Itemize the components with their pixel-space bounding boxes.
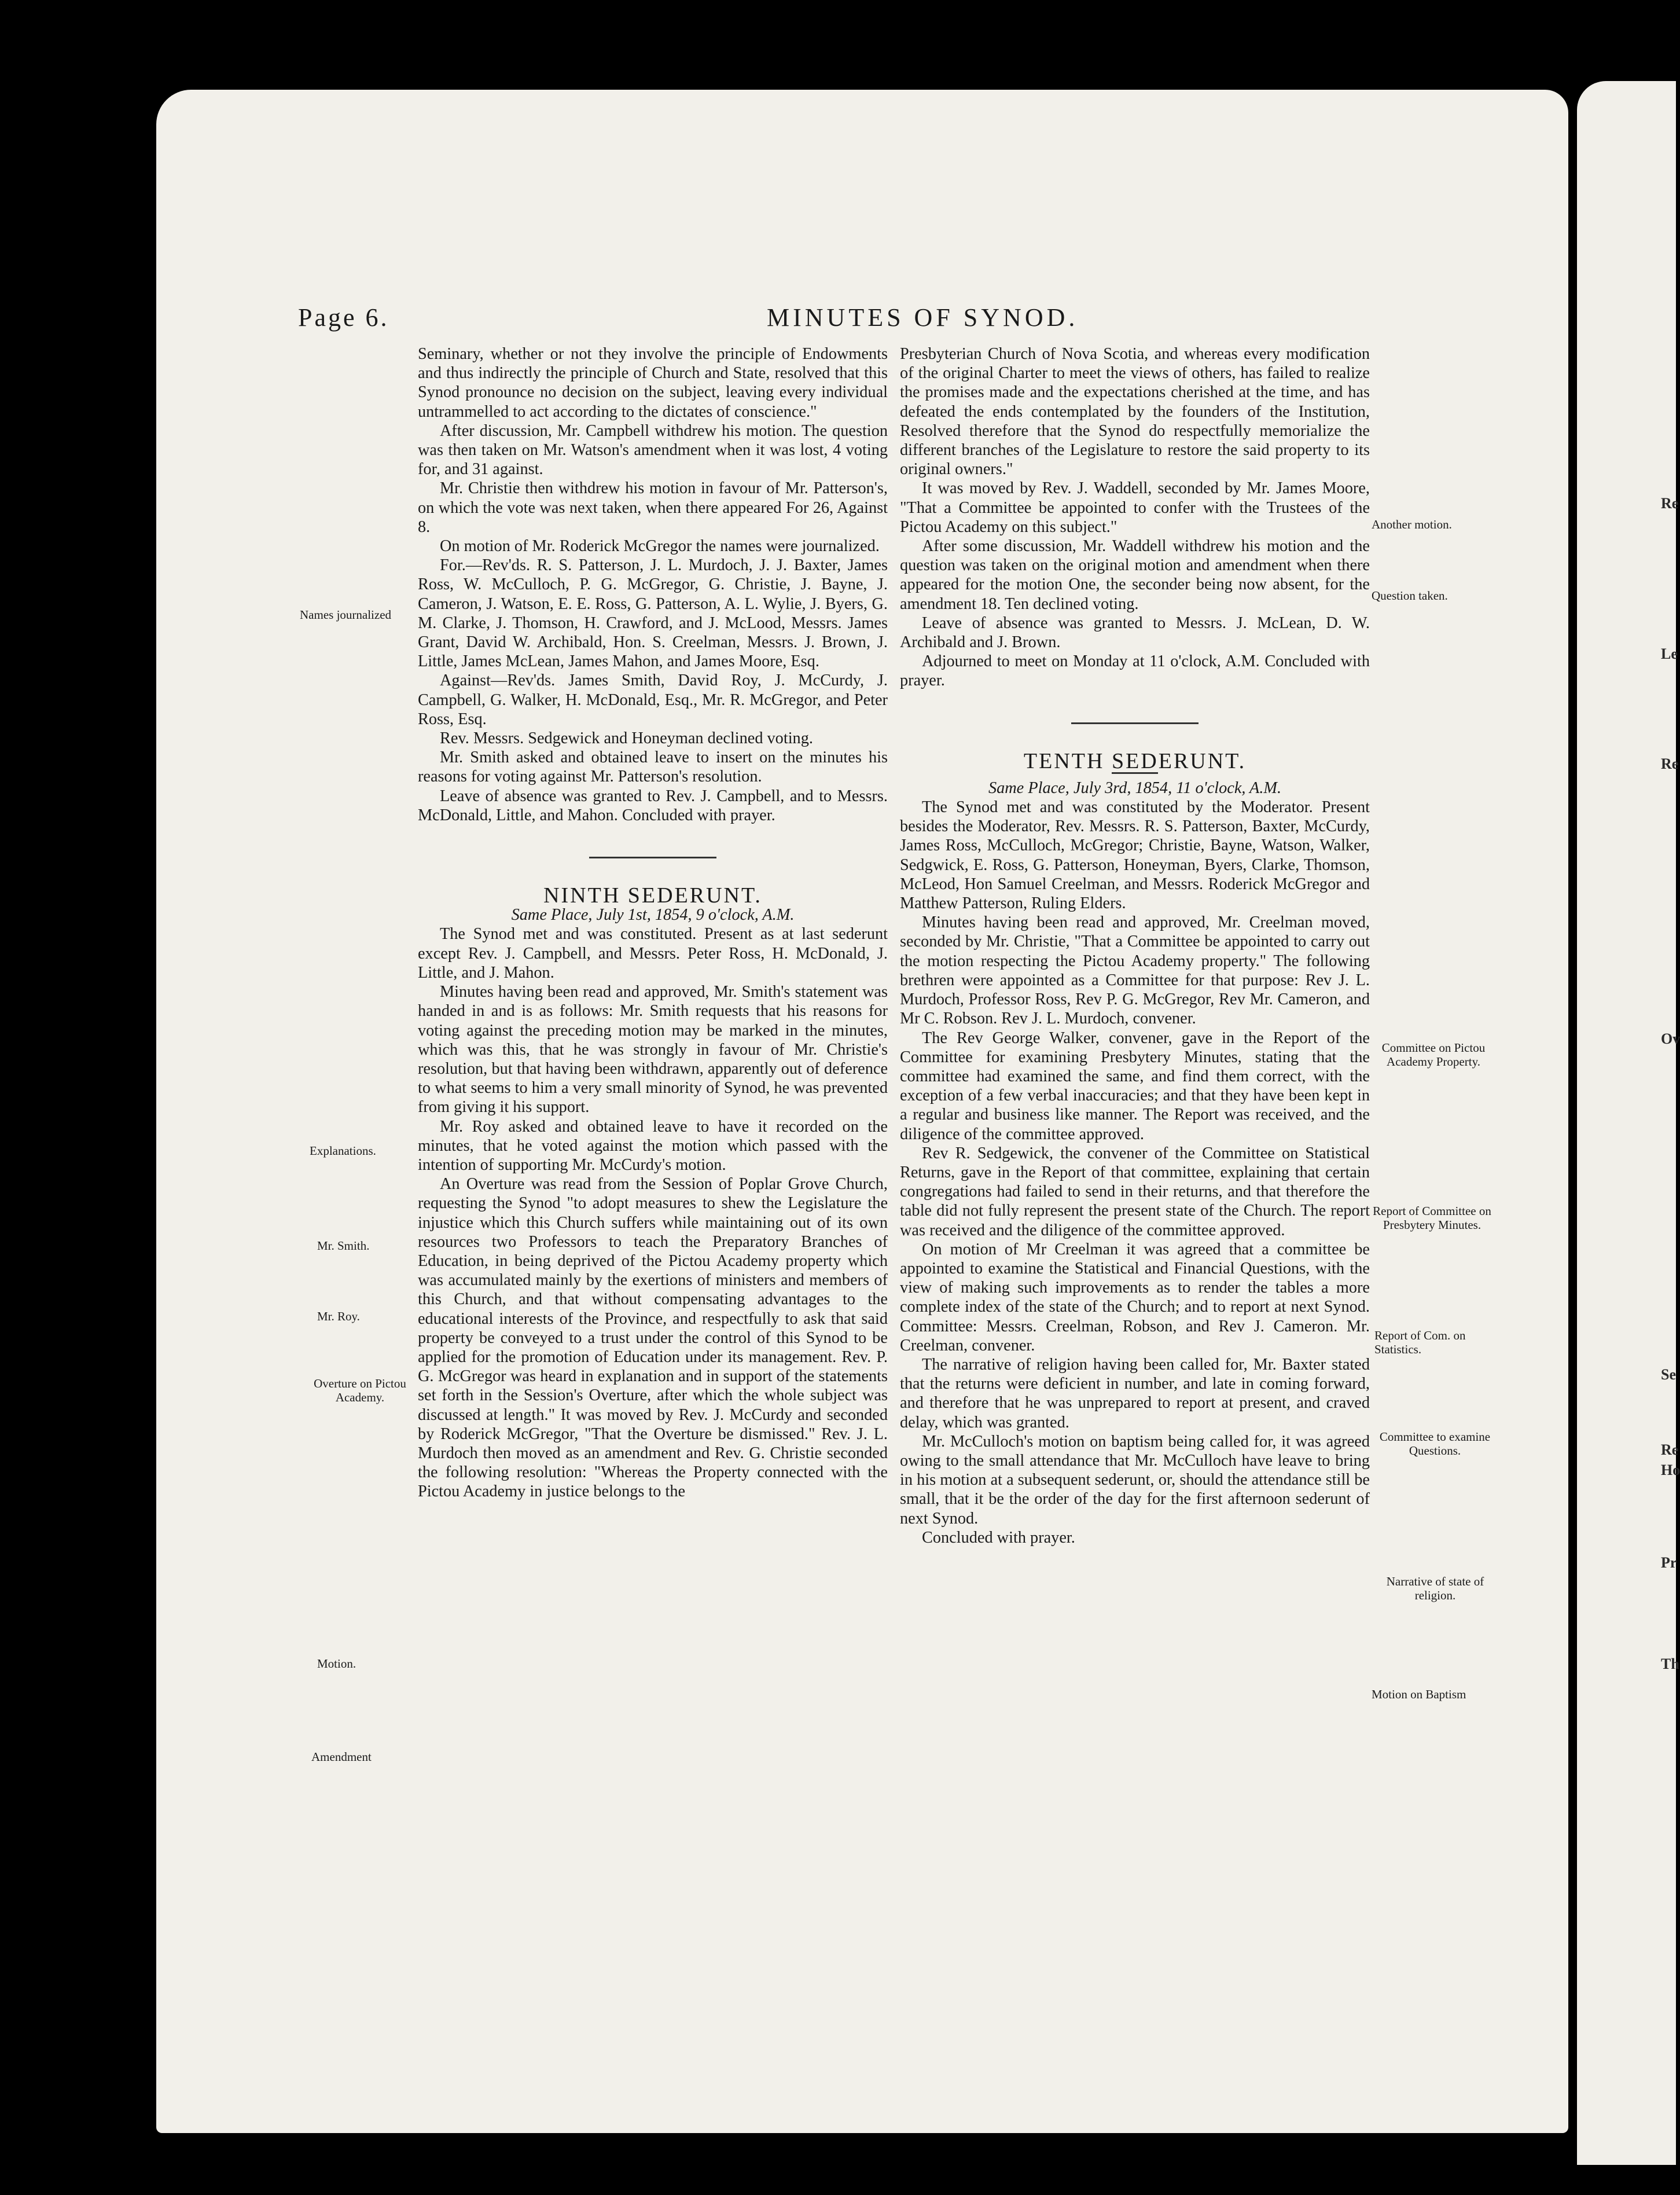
paragraph: Mr. Christie then withdrew his motion in favour of Mr. Patterson's, on which the vote was next taken, when there appeared For 26, Against 8.: [418, 479, 888, 536]
paragraph: An Overture was read from the Session of Poplar Grove Church, requesting the Synod "to adopt measures to shew the Legislature the injustice which this Church suffers while maintaining out of its own resources two Professors to teach the Preparatory Branches of Education, in being deprived of the Pictou Academy property which was accumulated mainly by the exertions of ministers and members of this Church, and that without compensating advantages to the educational interests of the Province, and respectfully to ask that said property be conveyed to a trust under the control of this Synod to be applied for the promotion of Education under its management. Rev. P. G. McGregor was heard in explanation and in support of the statements set forth in the Session's Overture, after which the whole subject was discussed at length." It was moved by Rev. J. McCurdy and seconded by Roderick McGregor, "That the Overture be dismissed." Rev. J. L. Murdoch then moved as an amendment and Rev. G. Christie seconded the following resolution: "Whereas the Property connected with the Pictou Academy in justice belongs to the: [418, 1175, 888, 1501]
paragraph: On motion of Mr. Roderick McGregor the names were journalized.: [440, 537, 880, 556]
paragraph: Mr. McCulloch's motion on baptism being called for, it was agreed owing to the small attendance that Mr. McCulloch have leave to bring in his motion at a subsequent sederunt, or, should the attendance still be small, that it be the order of the day for the first afternoon sederunt of next Synod.: [900, 1432, 1370, 1528]
adjacent-page-fragment: Ov: [1661, 1030, 1680, 1047]
page-number: Page 6.: [298, 303, 389, 332]
right-text-column: [900, 344, 1370, 1547]
paragraph: Rev R. Sedgewick, the convener of the Committee on Statistical Returns, gave in the Report of that committee, explaining that certain congregations had failed to send in their returns, and that therefore the table did not fully represent the present state of the Church. The report was received and the diligence of the committee approved.: [900, 1144, 1370, 1239]
tenth-sederunt-heading: TENTH SEDERUNT.: [1023, 748, 1247, 773]
running-head-title: MINUTES OF SYNOD.: [767, 303, 1079, 332]
left-text-column: [418, 344, 888, 1502]
paragraph: Rev. Messrs. Sedgewick and Honeyman declined voting.: [440, 729, 813, 748]
margin-note-another-motion: Another motion.: [1372, 517, 1452, 531]
adjacent-page-fragment: Ho: [1661, 1462, 1680, 1478]
paragraph: Against—Rev'ds. James Smith, David Roy, J. McCurdy, J. Campbell, G. Walker, H. McDonald, Esq., Mr. R. McGregor, and Peter Ross, Esq.: [418, 671, 888, 728]
paragraph: For.—Rev'ds. R. S. Patterson, J. L. Murdoch, J. J. Baxter, James Ross, W. McCulloch, P. G. McGregor, G. Christie, J. Bayne, J. Cameron, J. Watson, E. E. Ross, G. Patterson, A. L. Wylie, J. Byers, G. M. Clarke, J. Thomson, H. Crawford, and J. McLood, Messrs. James Grant, David W. Archibald, Hon. S. Creelman, Messrs. J. Brown, J. Little, James McLean, James Mahon, and James Moore, Esq.: [418, 556, 888, 671]
paragraph: After discussion, Mr. Campbell withdrew his motion. The question was then taken on Mr. Watson's amendment when it was lost, 4 voting for, and 31 against.: [418, 421, 888, 479]
paragraph: The Synod met and was constituted. Present as at last sederunt except Rev. J. Campbell, and Messrs. Peter Ross, H. McDonald, J. Little, and J. Mahon.: [418, 925, 888, 982]
paragraph: The narrative of religion having been called for, Mr. Baxter stated that the returns were deficient in number, and late in coming forward, and therefore that he was unprepared to report at present, and craved delay, which was granted.: [900, 1355, 1370, 1431]
ninth-sederunt-heading: NINTH SEDERUNT.: [543, 883, 762, 908]
paragraph: After some discussion, Mr. Waddell withdrew his motion and the question was taken on the original motion and amendment when there appeared for the motion One, the seconder being now absent, for the amendment 18. Ten declined voting.: [900, 537, 1370, 613]
margin-note-mr-smith: Mr. Smith.: [317, 1239, 370, 1253]
paragraph: Mr. Smith asked and obtained leave to insert on the minutes his reasons for voting against Mr. Patterson's resolution.: [418, 748, 888, 786]
adjacent-page-fragment: Th: [1661, 1656, 1679, 1672]
margin-note-names-journalized: Names journalized: [300, 608, 392, 622]
paragraph: The Synod met and was constituted by the Moderator. Present besides the Moderator, Rev. Messrs. R. S. Patterson, Baxter, McCurdy, James Ross, McCulloch, McGregor; Christie, Bayne, Watson, Walker, Sedgwick, E. Ross, G. Patterson, Honeyman, Byers, Clarke, Thomson, McLeod, Hon Samuel Creelman, and Messrs. Roderick McGregor and Matthew Patterson, Ruling Elders.: [900, 798, 1370, 913]
paragraph: The Rev George Walker, convener, gave in the Report of the Committee for examining Presbytery Minutes, stating that the committee had examined the same, and find them correct, with the exception of a few verbal inaccuracies; and that they have been kept in a regular and business like manner. The Report was received, and the diligence of the committee approved.: [900, 1029, 1370, 1143]
adjacent-page-fragment: Pr: [1661, 1554, 1677, 1571]
margin-note-presbytery-minutes: Report of Committee on Presbytery Minutes.: [1373, 1204, 1491, 1232]
margin-note-overture: Overture on Pictou Academy.: [314, 1377, 406, 1404]
margin-note-committee-pictou: Committee on Pictou Academy Property.: [1381, 1041, 1486, 1069]
adjacent-page-fragment: Se: [1661, 1366, 1676, 1383]
margin-note-narrative: Narrative of state of religion.: [1386, 1574, 1484, 1602]
ninth-sederunt-place: Same Place, July 1st, 1854, 9 o'clock, A.M.: [511, 906, 795, 924]
adjacent-page-fragment: Re: [1661, 755, 1679, 772]
paragraph: Minutes having been read and approved, Mr. Creelman moved, seconded by Mr. Christie, "That a Committee be appointed to carry out the motion respecting the Pictou Academy property." The following brethren were appointed as a Committee for that purpose: Rev J. L. Murdoch, Professor Ross, Rev P. G. McGregor, Rev Mr. Cameron, and Mr C. Robson. Rev J. L. Murdoch, convener.: [900, 913, 1370, 1028]
adjacent-page-fragment: Le: [1661, 645, 1678, 662]
margin-note-motion-baptism: Motion on Baptism: [1372, 1687, 1466, 1701]
paragraph: Mr. Roy asked and obtained leave to have it recorded on the minutes, that he voted against the motion which passed with the intention of supporting Mr. McCurdy's motion.: [418, 1117, 888, 1174]
margin-note-motion: Motion.: [317, 1657, 356, 1671]
margin-note-statistics: Report of Com. on Statistics.: [1374, 1328, 1466, 1356]
paragraph: Concluded with prayer.: [922, 1528, 1075, 1547]
margin-note-explanations: Explanations.: [310, 1144, 376, 1158]
paragraph: Leave of absence was granted to Rev. J. Campbell, and to Messrs. McDonald, Little, and Mahon. Concluded with prayer.: [418, 787, 888, 824]
paragraph: Presbyterian Church of Nova Scotia, and whereas every modification of the original Charter to meet the views of others, has failed to realize the promises made and the expectations cherished at the time, and has defeated the ends contemplated by the founders of the Institution, Resolved therefore that the Synod do respectfully memorialize the different branches of the Legislature to restore the said property to its original owners.": [900, 345, 1370, 479]
adjacent-page-fragment: Re: [1661, 495, 1679, 512]
margin-note-question-taken: Question taken.: [1372, 589, 1448, 603]
paragraph: Leave of absence was granted to Messrs. J. McLean, D. W. Archibald and J. Brown.: [900, 614, 1370, 652]
adjacent-page-edge: [1577, 81, 1680, 2165]
section-divider: [1071, 722, 1199, 724]
tenth-sederunt-place: Same Place, July 3rd, 1854, 11 o'clock, A.M.: [988, 779, 1282, 797]
margin-note-mr-roy: Mr. Roy.: [317, 1309, 360, 1323]
paragraph: Minutes having been read and approved, Mr. Smith's statement was handed in and is as follows: Mr. Smith requests that his reasons for voting against the preceding motion may be marked in the minutes, which was this, that he was strongly in favour of Mr. Christie's resolution, but that having been withdrawn, apparently out of deference to what seems to him a very small minority of Synod, he was prevented from giving it his support.: [418, 983, 888, 1117]
paragraph: Seminary, whether or not they involve the principle of Endowments and thus indirectly the principle of Church and State, resolved that this Synod pronounce no decision on the subject, leaving every individual untrammelled to act according to the dictates of conscience.": [418, 345, 888, 421]
margin-note-amendment: Amendment: [311, 1750, 372, 1764]
section-divider: [589, 857, 716, 858]
paragraph: It was moved by Rev. J. Waddell, seconded by Mr. James Moore, "That a Committee be appointed to confer with the Trustees of the Pictou Academy on this subject.": [900, 479, 1370, 536]
paragraph: Adjourned to meet on Monday at 11 o'clock, A.M. Concluded with prayer.: [900, 652, 1370, 690]
adjacent-page-fragment: Re: [1661, 1441, 1679, 1458]
paragraph: On motion of Mr Creelman it was agreed that a committee be appointed to examine the Statistical and Financial Questions, with the view of making such improvements as to render the tables a more complete index of the state of the Church; and to report at next Synod. Committee: Messrs. Creelman, Robson, and Rev J. Cameron. Mr. Creelman, convener.: [900, 1240, 1370, 1355]
margin-note-examine-questions: Committee to examine Questions.: [1379, 1430, 1491, 1458]
